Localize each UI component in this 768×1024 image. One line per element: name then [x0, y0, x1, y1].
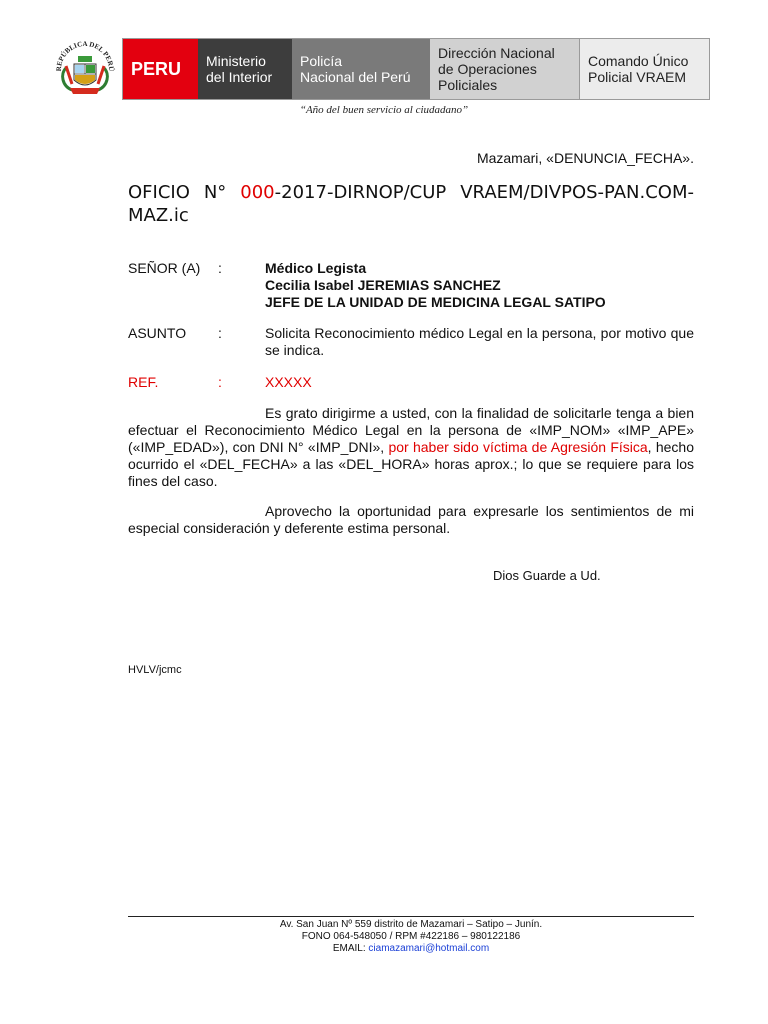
- ref-text: XXXXX: [265, 374, 312, 390]
- recipient-title: Médico Legista: [265, 260, 367, 276]
- paragraph-1-part-1: Es grato dirigirme a usted, con la finalidad de solicitarle tenga a bien efectuar el Reconocimiento Médico Legal en la persona de «IMP_NOM» «IMP_APE» («IMP_EDAD»), con DNI N° «IMP_DNI»,: [128, 405, 694, 455]
- asunto-label: ASUNTO: [128, 325, 187, 341]
- policia-box: [292, 39, 430, 99]
- asunto-colon: :: [218, 325, 222, 341]
- policia-line-2: Nacional del Perú: [300, 69, 411, 85]
- direccion-line-1: Dirección Nacional: [438, 45, 555, 61]
- comando-box: [580, 39, 709, 99]
- paragraph-1-highlight: por haber sido víctima de Agresión Física: [388, 439, 648, 455]
- year-motto: “Año del buen servicio al ciudadano”: [299, 104, 469, 116]
- paragraph-1-part-2: , hecho ocurrido el «DEL_FECHA» a las «DEL_HORA» horas aprox.; lo que se requiere para los fines del caso.: [128, 439, 694, 489]
- asunto-text: Solicita Reconocimiento médico Legal en la persona, por motivo que se indica.: [265, 325, 694, 358]
- svg-text:REPÚBLICA DEL PERÚ: REPÚBLICA DEL PERÚ: [54, 39, 116, 72]
- senor-colon: :: [218, 260, 222, 276]
- recipient-position: JEFE DE LA UNIDAD DE MEDICINA LEGAL SATIPO: [265, 294, 606, 310]
- senor-label: SEÑOR (A): [128, 260, 201, 276]
- oficio-prefix: OFICIO N°: [128, 182, 241, 203]
- footer-phone: FONO 064-548050 / RPM #422186 – 980122186: [301, 931, 521, 942]
- peru-label: PERU: [131, 59, 182, 79]
- oficio-title: [128, 181, 694, 227]
- letter-date: Mazamari, «DENUNCIA_FECHA».: [476, 150, 694, 166]
- ref-colon: :: [218, 374, 222, 390]
- ministerio-line-1: Ministerio: [206, 53, 266, 69]
- comando-line-2: Policial VRAEM: [588, 69, 687, 85]
- comando-line-1: Comando Único: [588, 53, 689, 69]
- direccion-line-2: de Operaciones: [438, 61, 537, 77]
- body-paragraph-1: [128, 405, 694, 490]
- closing-salutation: Dios Guarde a Ud.: [493, 568, 601, 583]
- body-paragraph-2: Aprovecho la oportunidad para expresarle los sentimientos de mi especial consideración y deferente estima personal.: [128, 503, 694, 536]
- institution-header-bar: [122, 38, 710, 100]
- footer-email-line: [128, 943, 694, 955]
- ref-label: REF.: [128, 374, 159, 390]
- footer-email-link[interactable]: ciamazamari@hotmail.com: [368, 943, 490, 954]
- footer-address: Av. San Juan Nº 559 distrito de Mazamari – Satipo – Junín.: [279, 919, 543, 930]
- ministerio-box: [198, 39, 292, 99]
- peru-coat-of-arms-seal: [52, 34, 118, 100]
- direccion-line-3: Policiales: [438, 77, 498, 93]
- ministerio-line-2: del Interior: [206, 69, 273, 85]
- oficio-suffix: -2017-DIRNOP/CUP VRAEM/DIVPOS-PAN.COM-MAZ.ic: [128, 182, 694, 226]
- recipient-name: Cecilia Isabel JEREMIAS SANCHEZ: [265, 277, 501, 293]
- footer-email-label: EMAIL:: [332, 943, 369, 954]
- direccion-box: [430, 39, 580, 99]
- oficio-number: 000: [240, 182, 275, 203]
- footer-divider: [128, 916, 694, 917]
- policia-line-1: Policía: [300, 53, 343, 69]
- author-initials: HVLV/jcmc: [128, 664, 182, 676]
- peru-brand-box: [123, 39, 198, 99]
